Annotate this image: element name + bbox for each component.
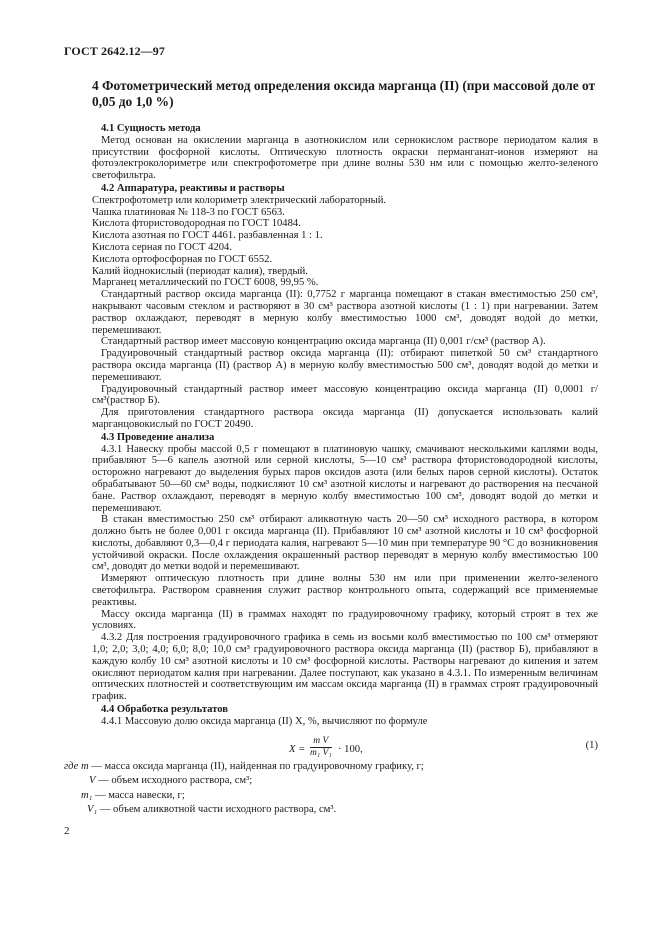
reagent-item: Кислота серная по ГОСТ 4204. — [92, 241, 232, 253]
paragraph: 4.3.1 Навеску пробы массой 0,5 г помещают в платиновую чашку, смачивают несколькими каплями воды, прибавляют 5—6 капель азотной или серной кислоты, 5—10 см³ раствора фтористоводородной кислоты, осторожно нагревают до выделения бурых паров оксидов азота (или белых паров серной кислоты). Остаток обрабатывают 50—60 см³ воды, подкисляют 10 см³ азотной кислоты и нагревают до растворения на песчаной бане. Раствор охлаждают, переводят в мерную колбу вместимостью 100 см³, доводят водой до метки и перемешивают. — [92, 443, 598, 514]
reagent-item: Спектрофотометр или колориметр электрический лабораторный. — [92, 194, 387, 206]
reagent-item: Чашка платиновая № 118-3 по ГОСТ 6563. — [92, 206, 285, 218]
reagent-item: Калий йоднокислый (периодат калия), твердый. — [92, 265, 308, 277]
legend-desc: — объем аликвотной части исходного раствора, см³. — [99, 804, 337, 816]
legend-symbol: где m — [64, 761, 89, 772]
paragraph: Массу оксида марганца (II) в граммах находят по градуировочному графику, который строят в тех же условиях. — [92, 608, 598, 632]
reagent-item: Кислота фтористоводородная по ГОСТ 10484. — [92, 218, 301, 230]
legend-row — [64, 760, 604, 774]
legend-symbol: m₁ — [81, 789, 93, 801]
formula-number: (1) — [585, 739, 598, 751]
reagent-item: Кислота ортофосфорная по ГОСТ 6552. — [92, 253, 273, 265]
legend-desc: — масса навески, г; — [95, 789, 185, 801]
paragraph: 4.3.2 Для построения градуировочного графика в семь из восьми колб вместимостью по 100 см³ отмеряют 1,0; 2,0; 3,0; 4,0; 6,0; 8,0; 10,0 см³ градуировочного раствора оксида марганца (II) (раствор Б), прибавляют в каждую колбу 10 см³ азотной кислоты и 10 см³ фосфорной кислоты. Растворы нагревают до кипения и затем окисляют периодатом калия при нагревании. Далее поступают, как указано в 4.3.1. По измеренным величинам оптических плотностей и соответствующим им массам оксида марганца (II) в граммах строят градуировочный график. — [92, 632, 598, 703]
reagent-list — [92, 195, 598, 289]
paragraph: Стандартный раствор оксида марганца (II): 0,7752 г марганца помещают в стакан вместимостью 250 см³, накрывают часовым стеклом и растворяют в 30 см³ раствора азотной кислоты (1 : 1) при нагревании. Затем раствор охлаждают, переводят в мерную колбу вместимостью 1000 см³, доводят водой до метки, перемешивают. — [92, 289, 598, 336]
legend-row — [64, 789, 604, 803]
document-header: ГОСТ 2642.12—97 — [64, 44, 165, 58]
section-title: 4 Фотометрический метод определения оксида марганца (II) (при массовой доле от 0,05 до 1,0 %) — [92, 78, 596, 109]
legend-symbol: V₁ — [87, 804, 98, 816]
formula-denominator: m₁ V₁ — [310, 747, 332, 758]
reagent-item: Кислота азотная по ГОСТ 4461. разбавленная 1 : 1. — [92, 230, 323, 242]
paragraph: В стакан вместимостью 250 см³ отбирают аликвотную часть 20—50 см³ исходного раствора, в котором должно быть не более 0,001 г оксида марганца (II). Прибавляют 10 см³ азотной кислоты и 10 см³ фосфорной кислоты, добавляют 0,3—0,4 г периодата калия, нагревают 5—10 мин при температуре 90 °С до возникновения устойчивой окраски. После охлаждения окрашенный раствор переводят в мерную колбу вместимостью 100 см³, доводят до метки водой и перемешивают. — [92, 514, 598, 573]
paragraph: Градуировочный стандартный раствор оксида марганца (II): отбирают пипеткой 50 см³ стандартного раствора оксида марганца (II) (раствор А) в мерную колбу вместимостью 500 см³, доводят водой до метки и перемешивают. — [92, 348, 598, 383]
formula-rhs: · 100, — [338, 743, 363, 755]
formula-fraction — [310, 736, 332, 759]
paragraph: 4.4.1 Массовую долю оксида марганца (II) X, %, вычисляют по формуле — [101, 715, 428, 727]
section-4-1-heading: 4.1 Сущность метода — [101, 123, 201, 134]
section-4-2-heading: 4.2 Аппаратура, реактивы и растворы — [101, 182, 285, 194]
legend-desc: — объем исходного раствора, см³; — [98, 775, 253, 787]
legend-desc: — масса оксида марганца (II), найденная по градуировочному графику, г; — [91, 761, 424, 772]
section-4-1-text: Метод основан на окислении марганца в азотнокислом или сернокислом растворе периодатом калия в присутствии фосфорной кислоты. Оптическую плотность окраски перманганат-ионов измеряют на фотоэлектроколориметре или спектрофотометре при длине волны 530 нм или с помощью желто-зеленого светофильтра. — [92, 134, 598, 182]
section-4-4-heading: 4.4 Обработка результатов — [101, 704, 228, 716]
legend-row — [64, 803, 604, 817]
formula-legend — [64, 760, 604, 818]
paragraph: Стандартный раствор имеет массовую концентрацию оксида марганца (II) 0,001 г/см³ (раствор А). — [101, 336, 546, 348]
section-4-3-heading: 4.3 Проведение анализа — [101, 431, 215, 443]
paragraph: Градуировочный стандартный раствор имеет массовую концентрацию оксида марганца (II) 0,0001 г/см³(раствор Б). — [92, 383, 598, 407]
reagent-item: Марганец металлический по ГОСТ 6008, 99,95 %. — [92, 277, 319, 289]
page-number: 2 — [64, 825, 70, 837]
formula-lhs: X = — [289, 743, 306, 755]
legend-row — [64, 774, 604, 788]
paragraph: Измеряют оптическую плотность при длине волны 530 нм или при применении желто-зеленого светофильтра. Раствором сравнения служит раствор контрольного опыта, содержащий все применяемые реактивы. — [92, 573, 598, 608]
formula-numerator: m V — [310, 736, 332, 748]
legend-symbol: V — [89, 775, 96, 787]
paragraph: Для приготовления стандартного раствора оксида марганца (II) допускается использовать калий марганцовокислый по ГОСТ 20490. — [92, 407, 598, 430]
document-body — [92, 78, 598, 772]
